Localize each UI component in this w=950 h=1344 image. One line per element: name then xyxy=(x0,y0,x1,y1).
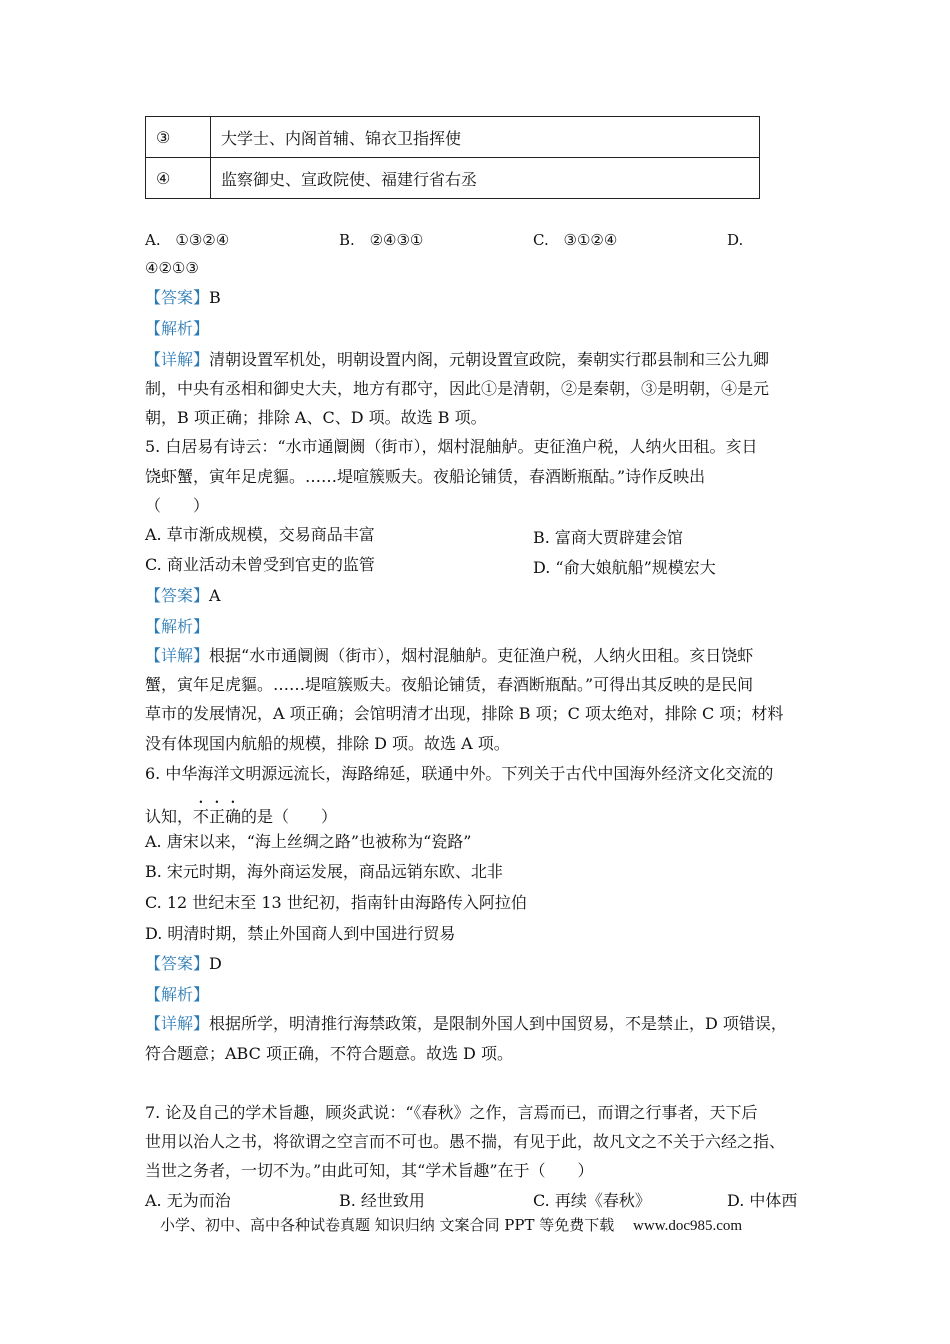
stem-text: 的是（ ） xyxy=(241,807,338,826)
q4-analysis-tag: 【解析】 xyxy=(145,319,210,338)
q5-detail-line-1 xyxy=(145,646,753,666)
q4-option-d-text: ④②①③ xyxy=(145,259,199,277)
answer-value: D xyxy=(209,954,222,973)
q5-stem-line-2: 饶虾蟹，寅年足虎貙。……堤喧簇贩夫。夜船论铺赁，春酒断瓶酤。”诗作反映出 xyxy=(145,467,706,486)
q6-option-a: A. 唐宋以来，“海上丝绸之路”也被称为“瓷路” xyxy=(145,832,472,851)
q5-stem-line-3: （ ） xyxy=(145,496,210,515)
q7-stem-line-1: 7. 论及自己的学术旨趣，顾炎武说：“《春秋》之作，言焉而已，而谓之行事者，天下后 xyxy=(145,1103,758,1122)
footer-text: 小学、初中、高中各种试卷真题 知识归纳 文案合同 PPT 等免费下载 xyxy=(160,1216,615,1234)
q4-option-c xyxy=(533,231,617,249)
detail-tag: 【详解】 xyxy=(145,646,210,665)
table-cell-number: ③ xyxy=(146,117,211,158)
option-letter: D. xyxy=(727,231,744,249)
table-cell-text: 大学士、内阁首辅、锦衣卫指挥使 xyxy=(211,117,760,158)
q5-analysis-tag: 【解析】 xyxy=(145,617,210,636)
table-cell-text: 监察御史、宣政院使、福建行省右丞 xyxy=(211,158,760,199)
option-text: ①③②④ xyxy=(175,231,230,249)
detail-text: 清朝设置军机处，明朝设置内阁，元朝设置宣政院，秦朝实行郡县制和三公九卿 xyxy=(209,350,770,369)
option-letter: C. xyxy=(533,231,549,249)
q5-stem-line-1: 5. 白居易有诗云：“水市通阛阓（街市），烟村混舳舻。吏征渔户税，人纳火田租。亥日 xyxy=(145,437,758,456)
q7-option-c: C. 再续《春秋》 xyxy=(533,1191,651,1210)
q5-detail-line-4: 没有体现国内航船的规模，排除 D 项。故选 A 项。 xyxy=(145,734,510,753)
q6-analysis-tag: 【解析】 xyxy=(145,985,210,1004)
options-table xyxy=(145,116,760,199)
q4-option-b xyxy=(339,231,423,249)
answer-tag: 【答案】 xyxy=(145,954,210,973)
q6-stem-line-1: 6. 中华海洋文明源远流长，海路绵延，联通中外。下列关于古代中国海外经济文化交流的 xyxy=(145,764,774,783)
answer-tag: 【答案】 xyxy=(145,586,210,605)
q6-stem-line-2 xyxy=(145,798,337,827)
q6-detail-line-1 xyxy=(145,1014,787,1034)
q5-answer xyxy=(145,586,221,606)
option-letter: A. xyxy=(145,231,161,249)
detail-text: 根据“水市通阛阓（街市），烟村混舳舻。吏征渔户税，人纳火田租。亥日饶虾 xyxy=(209,646,754,665)
q7-stem-line-3: 当世之务者，一切不为。”由此可知，其“学术旨趣”在于（ ） xyxy=(145,1161,594,1180)
q4-detail-line-2: 制，中央有丞相和御史大夫，地方有郡守，因此①是清朝，②是秦朝，③是明朝，④是元 xyxy=(145,379,770,398)
q7-option-d: D. 中体西 xyxy=(727,1191,798,1210)
answer-tag: 【答案】 xyxy=(145,288,210,307)
q6-option-b: B. 宋元时期，海外商运发展，商品远销东欧、北非 xyxy=(145,862,503,881)
emphasis-text: 不正确 xyxy=(193,807,242,826)
table-cell-number: ④ xyxy=(146,158,211,199)
q5-detail-line-3: 草市的发展情况，A 项正确；会馆明清才出现，排除 B 项；C 项太绝对，排除 C 项；材料 xyxy=(145,704,784,723)
detail-tag: 【详解】 xyxy=(145,350,210,369)
q4-option-a xyxy=(145,231,229,249)
q7-stem-line-2: 世用以治人之书，将欲谓之空言而不可也。愚不揣，有见于此，故凡文之不关于六经之指、 xyxy=(145,1132,786,1151)
table-row xyxy=(146,117,760,158)
answer-value: B xyxy=(209,288,221,307)
q7-option-a: A. 无为而治 xyxy=(145,1191,231,1210)
option-text: ②④③① xyxy=(369,231,424,249)
q4-answer xyxy=(145,288,221,308)
q6-option-c: C. 12 世纪末至 13 世纪初，指南针由海路传入阿拉伯 xyxy=(145,893,527,912)
detail-text: 根据所学，明清推行海禁政策，是限制外国人到中国贸易，不是禁止，D 项错误， xyxy=(209,1014,787,1033)
q5-option-d: D. “俞大娘航船”规模宏大 xyxy=(533,558,716,577)
q5-detail-line-2: 蟹，寅年足虎貙。……堤喧簇贩夫。夜船论铺赁，春酒断瓶酤。”可得出其反映的是民间 xyxy=(145,675,754,694)
q5-option-b: B. 富商大贾辟建会馆 xyxy=(533,528,683,547)
detail-tag: 【详解】 xyxy=(145,1014,210,1033)
q6-option-d: D. 明清时期，禁止外国商人到中国进行贸易 xyxy=(145,924,456,943)
option-text: ③①②④ xyxy=(563,231,618,249)
q4-option-d xyxy=(727,231,743,249)
q4-detail-line-1 xyxy=(145,350,769,370)
stem-text: 认知， xyxy=(145,807,194,826)
table-row xyxy=(146,158,760,199)
q5-option-a: A. 草市渐成规模，交易商品丰富 xyxy=(145,525,375,544)
q4-detail-line-3: 朝，B 项正确；排除 A、C、D 项。故选 B 项。 xyxy=(145,408,487,427)
q7-option-b: B. 经世致用 xyxy=(339,1191,425,1210)
q5-option-c: C. 商业活动未曾受到官吏的监管 xyxy=(145,555,375,574)
q6-answer xyxy=(145,954,222,974)
answer-value: A xyxy=(209,586,221,605)
q6-detail-line-2: 符合题意；ABC 项正确，不符合题意。故选 D 项。 xyxy=(145,1044,513,1063)
footer-url[interactable]: www.doc985.com xyxy=(633,1218,743,1234)
option-letter: B. xyxy=(339,231,355,249)
page-footer xyxy=(160,1214,742,1235)
